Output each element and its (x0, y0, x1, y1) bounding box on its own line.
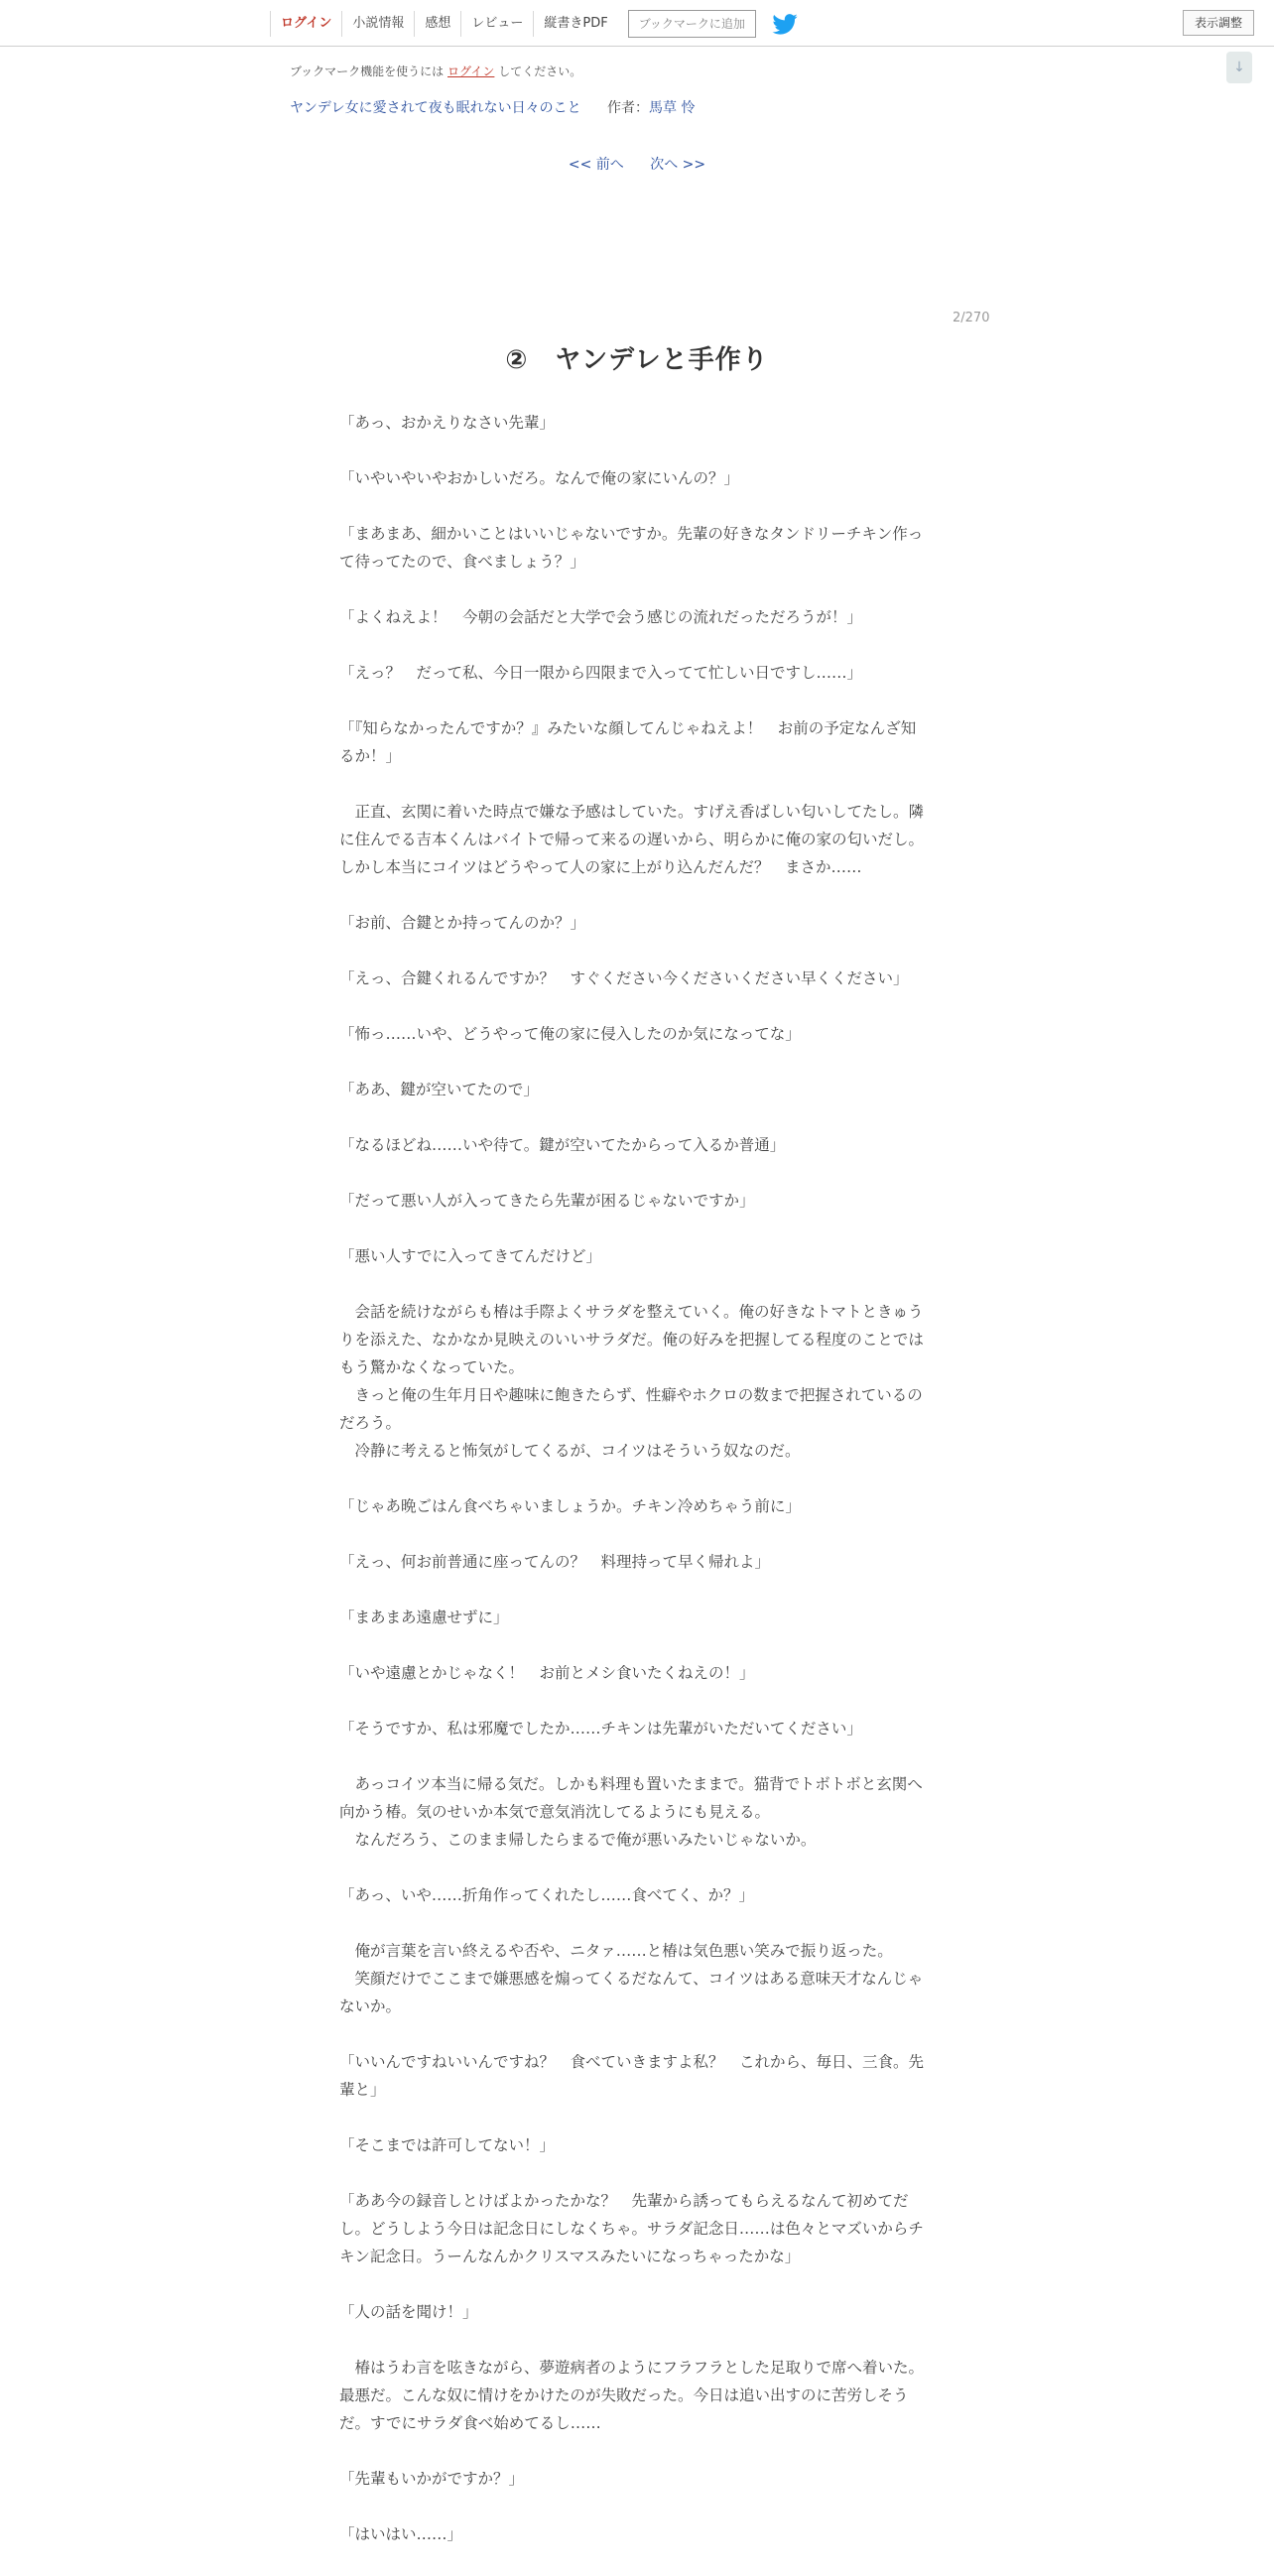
paragraph: 「ああ、鍵が空いてたので」 (339, 1081, 539, 1098)
bookmark-notice (290, 63, 581, 79)
prev-page-link[interactable]: << 前へ (568, 157, 624, 173)
top-navigation-bar (0, 0, 1274, 47)
paragraph: 俺が言葉を言い終えるや否や、ニタァ……と椿は気色悪い笑みで振り返った。 笑顔だけでここまで嫌悪感を煽ってくるだなんて、コイツはある意味天才なんじゃないか。 (339, 1942, 924, 2015)
work-info (290, 97, 696, 117)
author-link[interactable]: 馬草 怜 (649, 100, 696, 116)
main-nav (270, 10, 798, 38)
display-settings-button[interactable]: 表示調整 (1183, 10, 1254, 36)
paragraph: 「人の話を聞け！」 (339, 2303, 478, 2321)
bookmark-notice-suffix: してください。 (498, 64, 582, 78)
paragraph: 会話を続けながらも椿は手際よくサラダを整えていく。俺の好きなトマトときゅうりを添えた、なかなか見映えのいいサラダだ。俺の好みを把握してる程度のことではもう驚かなくなっていた。 きっと俺の生年月日や趣味に飽きたらず、性癖やホクロの数まで把握されているのだろう。 冷静に考えると怖気がしてくるが、コイツはそういう奴なのだ。 (339, 1303, 924, 1460)
paragraph: 「まあまあ、細かいことはいいじゃないですか。先輩の好きなタンドリーチキン作って待ってたので、食べましょう？」 (339, 525, 924, 571)
paragraph: 「いやいやいやおかしいだろ。なんで俺の家にいんの？」 (339, 469, 740, 487)
bookmark-notice-login-link[interactable]: ログイン (447, 64, 495, 78)
paragraph: 「なるほどね……いや待て。鍵が空いてたからって入るか普通」 (339, 1136, 786, 1154)
scroll-down-icon[interactable]: ↓ (1226, 52, 1252, 83)
paragraph: 「えっ、合鍵くれるんですか？ すぐください今くださいください早くください」 (339, 969, 909, 987)
bookmark-notice-prefix: ブックマーク機能を使うには (290, 64, 445, 78)
work-title-link[interactable]: ヤンデレ女に愛されて夜も眠れない日々のこと (290, 100, 581, 116)
login-link[interactable]: ログイン (270, 11, 341, 37)
pager (0, 154, 1274, 174)
paragraph: 椿はうわ言を呟きながら、夢遊病者のようにフラフラとした足取りで席へ着いた。最悪だ。こんな奴に情けをかけたのが失敗だった。今日は追い出すのに苦労しそうだ。すでにサラダ食べ始めてるし…… (339, 2359, 925, 2432)
chapter-title: ② ヤンデレと手作り (505, 345, 769, 375)
paragraph: 「だって悪い人が入ってきたら先輩が困るじゃないですか」 (339, 1192, 755, 1210)
paragraph: 「あっ、いや……折角作ってくれたし……食べてく、か？」 (339, 1886, 755, 1904)
impressions-link[interactable]: 感想 (414, 11, 460, 37)
paragraph: 「まあまあ遠慮せずに」 (339, 1609, 509, 1626)
paragraph: 「いいんですねいいんですね？ 食べていきますよ私？ これから、毎日、三食。先輩と」 (339, 2053, 925, 2099)
novel-info-link[interactable]: 小説情報 (341, 11, 414, 37)
vertical-pdf-link[interactable]: 縦書きPDF (533, 11, 617, 37)
next-page-link[interactable]: 次へ >> (650, 157, 706, 173)
paragraph: 「いや遠慮とかじゃなく！ お前とメシ食いたくねえの！」 (339, 1664, 755, 1682)
paragraph: 「そうですか、私は邪魔でしたか……チキンは先輩がいただいてください」 (339, 1720, 862, 1738)
paragraph: 「えっ？ だって私、今日一限から四限まで入ってて忙しい日ですし……」 (339, 664, 863, 682)
paragraph: 「悪い人すでに入ってきてんだけど」 (339, 1247, 601, 1265)
add-bookmark-button[interactable]: ブックマークに追加 (628, 10, 756, 38)
paragraph: 「お前、合鍵とか持ってんのか？」 (339, 914, 586, 932)
paragraph: 「じゃあ晩ごはん食べちゃいましょうか。チキン冷めちゃう前に」 (339, 1497, 801, 1515)
paragraph: 「はいはい……」 (339, 2525, 463, 2543)
paragraph: 正直、玄関に着いた時点で嫌な予感はしていた。すげえ香ばしい匂いしてたし。隣に住んでる吉本くんはバイトで帰って来るの遅いから、明らかに俺の家の匂いだし。しかし本当にコイツはどうやって人の家に上がり込んだんだ？ まさか…… (339, 803, 925, 876)
review-link[interactable]: レビュー (460, 11, 533, 37)
paragraph: 「えっ、何お前普通に座ってんの？ 料理持って早く帰れよ」 (339, 1553, 771, 1571)
page-count: 2/270 (953, 311, 990, 325)
paragraph: 「『知らなかったんですか？』みたいな顔してんじゃねえよ！ お前の予定なんざ知るか！」 (339, 719, 917, 765)
paragraph: あっコイツ本当に帰る気だ。しかも料理も置いたままで。猫背でトボトボと玄関へ向かう椿。気のせいか本気で意気消沈してるようにも見える。 なんだろう、このまま帰したらまるで俺が悪いみたいじゃないか。 (339, 1775, 923, 1849)
twitter-icon[interactable] (772, 13, 798, 35)
paragraph: 「怖っ……いや、どうやって俺の家に侵入したのか気になってな」 (339, 1025, 801, 1043)
chapter-body (339, 409, 931, 2576)
paragraph: 「ああ今の録音しとけばよかったかな？ 先輩から誘ってもらえるなんて初めてだし。どうしよう今日は記念日にしなくちゃ。サラダ記念日……は色々とマズいからチキン記念日。うーんなんかクリスマスみたいになっちゃったかな」 (339, 2192, 924, 2265)
paragraph: 「先輩もいかがですか？」 (339, 2470, 525, 2488)
paragraph: 「あっ、おかえりなさい先輩」 (339, 414, 555, 432)
paragraph: 「そこまでは許可してない！」 (339, 2136, 556, 2154)
author-label: 作者： (607, 100, 650, 116)
paragraph: 「よくねえよ！ 今朝の会話だと大学で会う感じの流れだっただろうが！」 (339, 608, 863, 626)
